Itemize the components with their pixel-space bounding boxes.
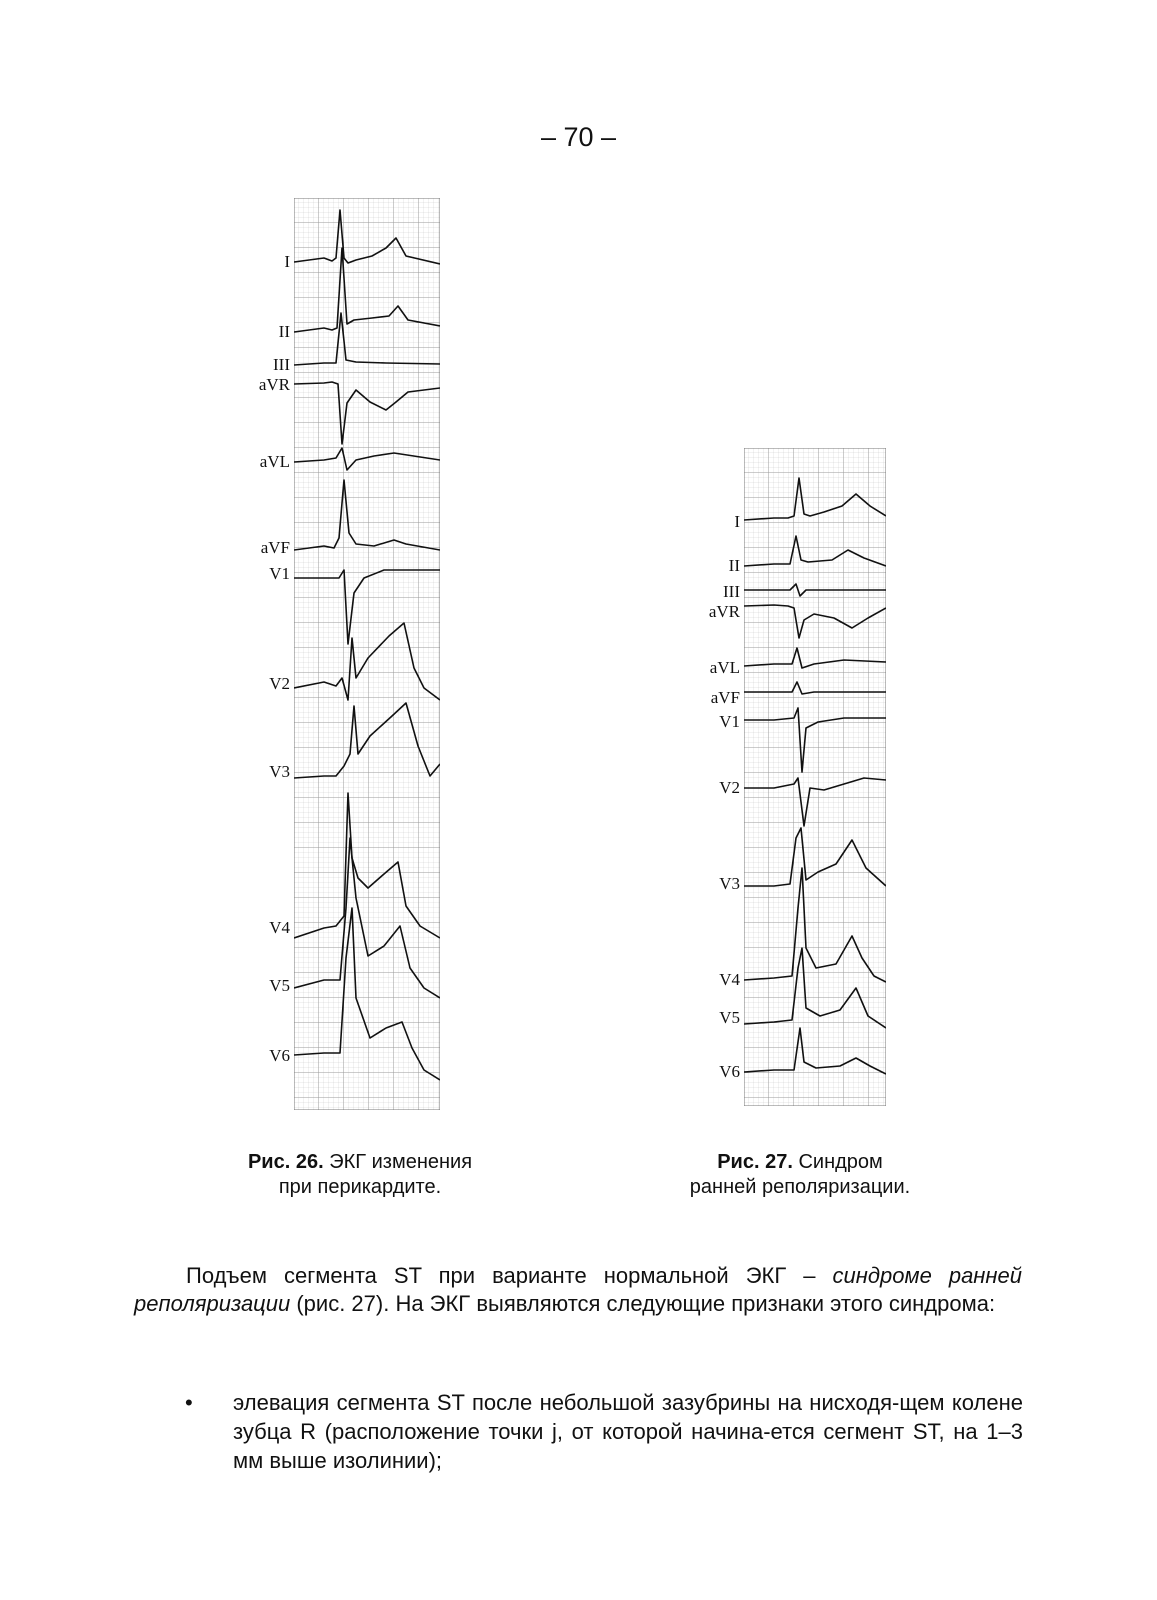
lead-label-fig26: V1 [269,564,290,583]
lead-label-fig27: I [734,512,740,531]
lead-label-fig27: V5 [719,1008,740,1027]
paragraph-text-italic: синдроме ранней реполяризации [134,1263,1022,1316]
lead-label-fig26: V2 [269,674,290,693]
figure-26-caption-line2: при перикардите. [278,1176,442,1198]
lead-label-fig26: aVL [259,452,290,471]
lead-label-fig27: aVF [710,688,740,707]
page-number: – 70 – [540,122,617,152]
figure-27-caption-number: Рис. 27. [717,1151,793,1173]
figure-26-caption-number: Рис. 26. [247,1151,324,1173]
lead-label-fig27: III [723,582,740,601]
paragraph-text-before: Подъем сегмента ST при варианте нормальной ЭКГ – [186,1263,833,1288]
lead-label-fig27: II [728,556,740,575]
bullet-list [183,1388,1023,1475]
lead-label-fig26: III [273,355,290,374]
list-item [183,1388,1023,1475]
lead-label-fig27: V6 [719,1062,740,1081]
lead-label-fig26: V5 [269,976,290,995]
figure-27-caption-text: Синдром [792,1151,883,1173]
lead-label-fig27: V3 [719,874,740,893]
lead-label-fig26: V4 [269,918,290,937]
body-paragraph [134,1262,1022,1318]
figure-27-caption [645,1150,955,1200]
lead-label-fig26: V3 [269,762,290,781]
lead-label-fig26: I [284,252,290,271]
lead-label-fig27: V4 [719,970,740,989]
paragraph-text-after: (рис. 27). На ЭКГ выявляются следующие признаки этого синдрома: [290,1291,996,1316]
list-item-text: элевация сегмента ST после небольшой зазубрины на нисходя-щем колене зубца R (расположение точки j, от которой начина-ется сегмент ST, на 1–3 мм выше изолинии); [233,1390,1023,1473]
lead-label-fig26: aVF [260,538,290,557]
figure-26-caption [205,1150,515,1200]
figure-26-caption-text: ЭКГ изменения [323,1151,473,1173]
lead-label-fig26: II [278,322,290,341]
lead-label-fig27: V2 [719,778,740,797]
lead-label-fig27: aVR [708,602,740,621]
figure-27-caption-line2: ранней реполяризации. [689,1176,911,1198]
bullet-icon: • [185,1390,193,1415]
ecg-figure-27 [744,448,886,1106]
lead-label-fig27: aVL [709,658,740,677]
ecg-figure-26 [294,198,440,1110]
lead-label-fig26: V6 [269,1046,290,1065]
lead-label-fig27: V1 [719,712,740,731]
lead-label-fig26: aVR [258,375,290,394]
